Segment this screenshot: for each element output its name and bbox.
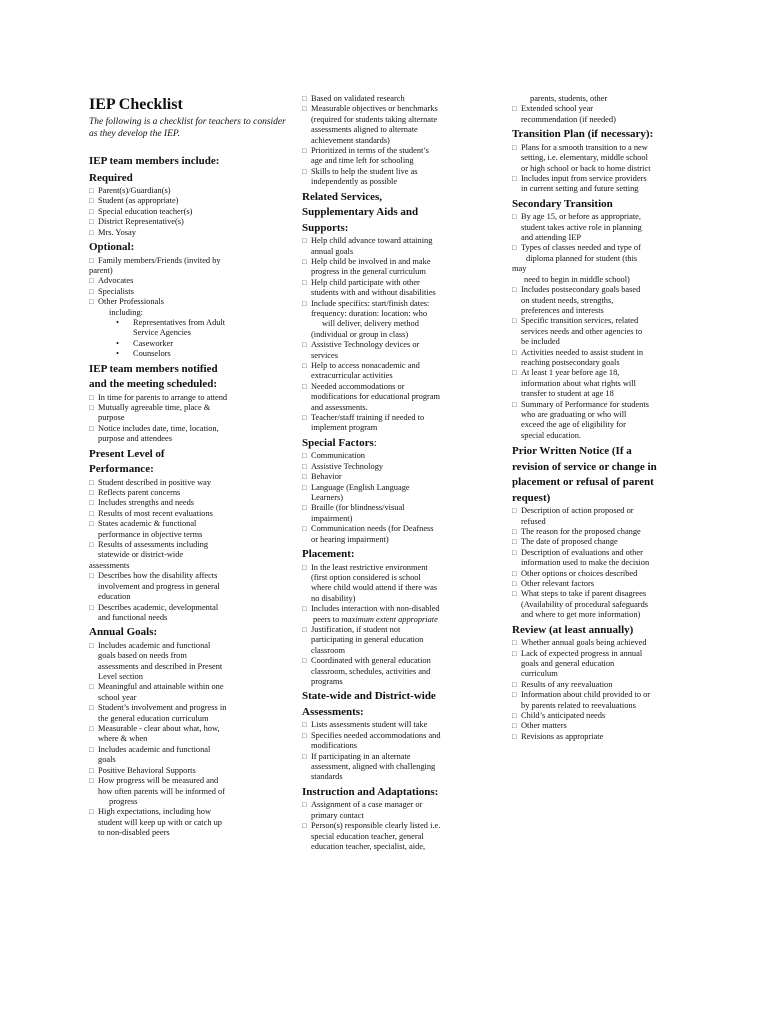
required-heading: Required [89,171,133,184]
notified-item: □ In time for parents to arrange to attend [89,393,289,403]
required-item: □ Parent(s)/Guardian(s) [89,186,289,196]
plp-item: □ Results of most recent evaluations [89,509,289,519]
placement-item-cont: programs [311,677,343,686]
goals-item: □ Positive Behavioral Supports [89,766,289,776]
plp-item-cont: and functional needs [98,612,168,622]
secondary-item-cont: on student needs, strengths, [521,295,614,305]
goals-item: □ High expectations, including how [89,807,289,817]
plp-item-cont: involvement and progress in general [98,581,220,591]
related-heading-cont: Supports: [302,221,349,234]
special-item-cont: Learners) [311,493,344,502]
instruction-item-cont: special education teacher, general [311,831,424,841]
required-item: □ Special education teacher(s) [89,207,289,217]
related-item: □ Assistive Technology devices or [302,340,502,350]
secondary-heading: Secondary Transition [512,197,613,210]
notified-item: □ Notice includes date, time, location, [89,424,289,434]
plp-item: □ Includes strengths and needs [89,498,289,508]
placement-item-cont: where child would attend if there was [311,583,438,593]
placement-item: □ Justification, if student not [302,625,502,635]
goals-item: □ Prioritized in terms of the student’s [302,146,502,156]
optional-item: □ Other Professionals [89,297,289,307]
notified-item-cont: purpose [98,413,125,423]
related-item-cont: annual goals [311,246,354,256]
goals-item-cont: (required for students taking alternate [311,114,438,124]
statewide-item: □ Lists assessments student will take [302,720,502,730]
extended-year-item: □ Extended school year [512,104,687,114]
optional-item-cont: parent) [89,265,113,275]
goals-item-cont: assessments aligned to alternate [311,125,418,135]
special-item: □ Communication [302,451,502,461]
placement-item: □ Includes interaction with non-disabled [302,604,502,614]
goals-item-cont: independently as possible [311,177,398,187]
required-item: □ Student (as appropriate) [89,196,289,206]
special-item-cont: impairment) [311,513,353,523]
plp-item: □ Results of assessments including [89,540,289,550]
required-item: □ Mrs. Yosay [89,228,289,238]
plp-item-cont: statewide or district-wide [98,550,184,560]
plp-item: □ Describes academic, developmental [89,603,289,613]
goals-item: □ Meaningful and attainable within one [89,682,289,692]
plp-item-cont: performance in objective terms [98,529,203,539]
goals-item-cont: progress [109,796,138,806]
placement-item: □ Coordinated with general education [302,656,502,666]
goals-item: □ Includes academic and functional [89,641,289,651]
placement-item: □ In the least restrictive environment [302,563,502,573]
instruction-item: □ Assignment of a case manager or [302,800,502,810]
special-item: □ Language (English Language [302,483,502,493]
review-item-cont: by parents related to reevaluations [521,700,636,710]
goals-item: □ How progress will be measured and [89,776,289,786]
bullet-item: • Representatives from Adult [89,318,289,328]
review-item-cont: curriculum [521,669,558,679]
placement-heading: Placement: [302,548,355,561]
pwn-item-cont: (Availability of procedural safeguards [521,599,649,609]
related-item: □ Include specifics: start/finish dates: [302,299,502,309]
secondary-item-cont: need to begin in middle school) [524,274,630,284]
related-item-cont: extracurricular activities [311,371,393,381]
related-item-cont: and assessments. [311,402,368,412]
secondary-item-cont: who are graduating or who will [521,409,627,419]
secondary-item-cont: student takes active role in planning [521,222,642,232]
instruction-heading: Instruction and Adaptations: [302,785,439,798]
column-1 [89,96,289,839]
plp-item: □ States academic & functional [89,519,289,529]
pwn-item: □ What steps to take if parent disagrees [512,589,687,599]
column-3 [512,94,687,742]
related-item: □ Teacher/staff training if needed to [302,413,502,423]
transition-heading: Transition Plan (if necessary): [512,128,654,141]
secondary-item-cont: services needs and other agencies to [521,326,643,336]
special-factors-label: Special Factors [302,436,374,449]
secondary-item: □ Specific transition services, related [512,316,687,326]
goals-item-cont: goals [98,755,116,765]
related-item-cont: modifications for educational program [311,392,441,402]
goals-item-cont: the general education curriculum [98,713,209,723]
transition-item-cont: in current setting and future setting [521,184,639,194]
secondary-item-cont: special education. [521,430,581,440]
secondary-item: □ Activities needed to assist student in [512,348,687,358]
secondary-item-cont: transfer to student at age 18 [521,389,614,399]
pwn-item: □ The date of proposed change [512,537,687,547]
related-item-cont: (individual or group in class) [311,329,409,339]
secondary-item-cont: diploma planned for student (this [526,253,638,263]
special-factors-heading [302,436,502,451]
related-item: □ Help child advance toward attaining [302,236,502,246]
goals-item-cont: student will keep up with or catch up [98,817,222,827]
statewide-item-cont: standards [311,772,343,782]
intro-text: The following is a checklist for teachers to consider as they develop the IEP. [89,117,286,139]
special-item-cont: or hearing impairment) [311,534,389,544]
review-item: □ Results of any reevaluation [512,680,687,690]
statewide-heading-cont: Assessments: [302,705,364,718]
transition-item-cont: or high school or back to home district [521,163,651,173]
plp-heading-cont: Performance: [89,463,154,476]
related-heading: Related Services, [302,190,383,203]
pwn-item: □ The reason for the proposed change [512,527,687,537]
placement-peers-text: peers to [313,614,340,624]
placement-item-cont: (first option considered is school [311,572,421,582]
related-item-cont: progress in the general curriculum [311,267,426,277]
special-item: □ Assistive Technology [302,462,502,472]
goals-item: □ Student’s involvement and progress in [89,703,289,713]
related-heading-cont: Supplementary Aids and [302,206,419,219]
special-item: □ Behavior [302,472,502,482]
page-title: IEP Checklist [89,96,183,113]
placement-emphasis: maximum extent appropriate [341,614,438,624]
goals-item-cont: school year [98,692,137,702]
secondary-item-cont: be included [521,337,560,347]
goals-item: □ Skills to help the student live as [302,167,502,177]
required-item: □ District Representative(s) [89,217,289,227]
placement-item-cont: no disability) [311,593,356,603]
statewide-item-cont: modifications [311,741,358,751]
statewide-heading: State-wide and District-wide [302,690,436,703]
goals-item-cont: assessments and described in Present [98,661,223,671]
plp-item-cont: assessments [89,560,130,570]
instruction-item-cont: parents, students, other [530,94,608,103]
pwn-item: □ Description of action proposed or [512,506,687,516]
plp-heading: Present Level of [89,447,165,460]
goals-item-cont: Level section [98,672,143,682]
goals-item-cont: age and time left for schooling [311,156,414,166]
related-item-cont: implement program [311,423,378,433]
transition-item-cont: setting, i.e. elementary, middle school [521,153,648,163]
statewide-item: □ Specifies needed accommodations and [302,731,502,741]
transition-item: □ Includes input from service providers [512,174,687,184]
pwn-item: □ Other relevant factors [512,579,687,589]
placement-item-cont: classroom [311,645,345,655]
bullet-item-cont: Service Agencies [133,328,191,338]
review-item: □ Other matters [512,721,687,731]
placement-item-cont [302,615,502,625]
instruction-item-cont: education teacher, specialist, aide, [311,841,426,851]
notified-item-cont: purpose and attendees [98,434,172,444]
goals-item: □ Includes academic and functional [89,745,289,755]
review-item: □ Lack of expected progress in annual [512,649,687,659]
optional-item: □ Advocates [89,276,289,286]
instruction-item-cont: primary contact [311,810,364,820]
related-item: □ Help child be involved in and make [302,257,502,267]
statewide-item-cont: assessment, aligned with challenging [311,762,436,772]
related-item: □ Help child participate with other [302,278,502,288]
related-item-cont: services [311,350,338,360]
secondary-item-cont: may [512,264,527,274]
including-label: including: [109,307,143,317]
notified-heading-cont: and the meeting scheduled: [89,378,218,391]
review-item-cont: goals and general education [521,658,615,668]
secondary-item-cont: information about what rights will [521,378,636,388]
secondary-item: □ Includes postsecondary goals based [512,285,687,295]
review-item: □ Revisions as appropriate [512,732,687,742]
related-item-cont: will deliver, delivery method [322,319,419,329]
special-item: □ Communication needs (for Deafness [302,524,502,534]
placement-item-cont: classroom, schedules, activities and [311,666,431,676]
pwn-heading-cont: placement or refusal of parent [512,476,654,489]
optional-item: □ Specialists [89,287,289,297]
extended-year-item-cont: recommendation (if needed) [521,114,616,124]
goals-item-cont: achievement standards) [311,135,390,145]
bullet-item: • Caseworker [89,339,289,349]
related-item: □ Needed accommodations or [302,382,502,392]
notified-item: □ Mutually agreeable time, place & [89,403,289,413]
transition-item: □ Plans for a smooth transition to a new [512,143,687,153]
plp-item-cont: education [98,592,131,602]
related-item-cont: frequency: duration: location: who [311,309,428,318]
instruction-item: □ Person(s) responsible clearly listed i.e. [302,821,502,831]
secondary-item-cont: preferences and interests [521,305,604,315]
goals-item: □ Measurable - clear about what, how, [89,724,289,734]
bullet-item: • Counselors [89,349,289,359]
related-item: □ Help to access nonacademic and [302,361,502,371]
review-heading: Review (at least annually) [512,623,634,636]
review-item: □ Whether annual goals being achieved [512,638,687,648]
secondary-item-cont: reaching postsecondary goals [521,357,620,367]
pwn-heading-cont: request) [512,491,551,504]
secondary-item: □ By age 15, or before as appropriate, [512,212,687,222]
pwn-item-cont: refused [521,516,546,526]
secondary-item: □ Summary of Performance for students [512,400,687,410]
pwn-heading: Prior Written Notice (If a [512,445,632,458]
pwn-item-cont: information used to make the decision [521,558,650,568]
goals-item-cont: where & when [98,734,148,744]
special-item: □ Braille (for blindness/visual [302,503,502,513]
plp-item: □ Reflects parent concerns [89,488,289,498]
statewide-item: □ If participating in an alternate [302,752,502,762]
secondary-item-cont: and attending IEP [521,233,582,243]
secondary-item-cont: exceed the age of eligibility for [521,420,626,430]
plp-item: □ Student described in positive way [89,478,289,488]
placement-item-cont: participating in general education [311,635,424,645]
pwn-item: □ Description of evaluations and other [512,548,687,558]
pwn-item: □ Other options or choices described [512,569,687,579]
optional-item: □ Family members/Friends (invited by [89,256,289,266]
secondary-item: □ Types of classes needed and type of [512,243,687,253]
column-2 [302,94,502,852]
goals-item: □ Based on validated research [302,94,502,104]
secondary-item: □ At least 1 year before age 18, [512,368,687,378]
optional-heading: Optional: [89,241,135,254]
goals-item-cont: to non-disabled peers [98,828,170,838]
goals-item: □ Measurable objectives or benchmarks [302,104,502,114]
goals-item-cont: how often parents will be informed of [98,786,225,796]
review-item: □ Information about child provided to or [512,690,687,700]
pwn-item-cont: and where to get more information) [521,610,641,620]
team-heading: IEP team members include: [89,155,220,167]
review-item: □ Child’s anticipated needs [512,711,687,721]
goals-item-cont: goals based on needs from [98,651,187,661]
related-item-cont: students with and without disabilities [311,288,436,298]
pwn-heading-cont: revision of service or change in [512,460,657,473]
plp-item: □ Describes how the disability affects [89,571,289,581]
notified-heading: IEP team members notified [89,362,218,375]
special-factors-colon: : [373,436,377,449]
goals-heading: Annual Goals: [89,626,158,639]
